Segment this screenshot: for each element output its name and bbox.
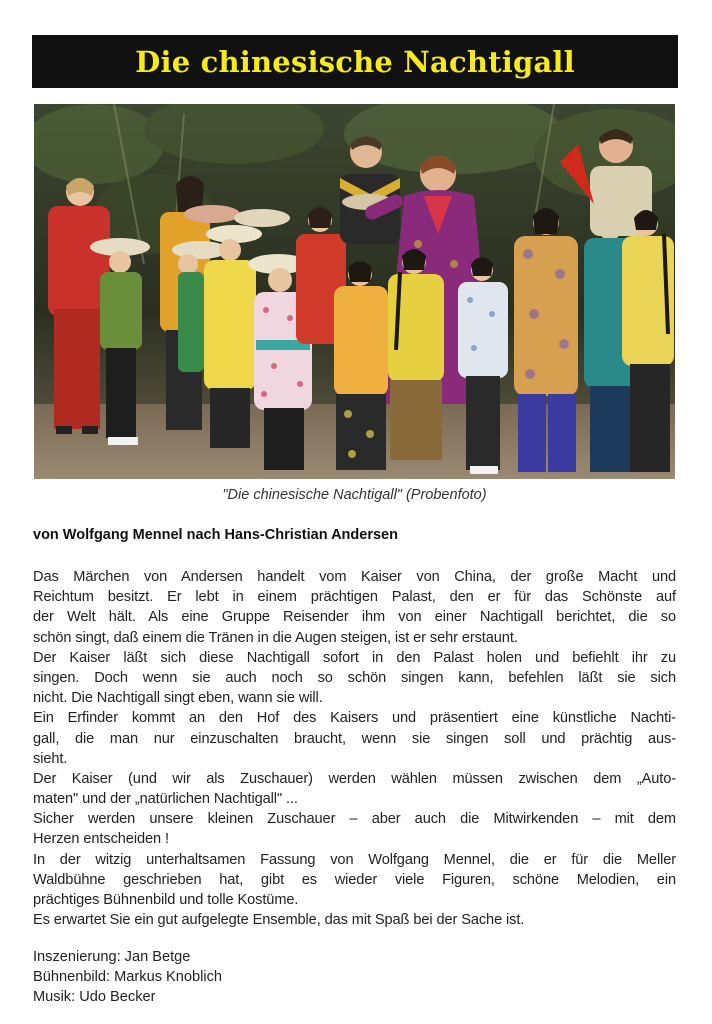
title-banner: [32, 35, 678, 88]
body-line: Der Kaiser (und wir als Zuschauer) werden wählen müssen zwischen dem „Auto-: [33, 770, 676, 787]
body-line: nicht. Die Nachtigall singt eben, wann sie will.: [33, 690, 323, 707]
body-line: singen. Doch wenn sie auch noch so schön singen kann, befehlen läßt sie sich: [33, 669, 676, 686]
credit-music: Musik: Udo Becker: [33, 989, 156, 1006]
credit-stage-design: Bühnenbild: Markus Knoblich: [33, 969, 223, 986]
credit-direction: Inszenierung: Jan Betge: [33, 949, 191, 965]
body-line: In der witzig unterhaltsamen Fassung von Wolfgang Mennel, die er für die Meller: [33, 851, 676, 868]
body-line: prächtiges Bühnenbild und tolle Kostüme.: [33, 892, 299, 908]
body-line: Ein Erfinder kommt an den Hof des Kaisers und präsentiert eine künstliche Nachti-: [33, 710, 676, 727]
body-line: Sicher werden unsere kleinen Zuschauer – aber auch die Mitwirkenden – mit dem: [33, 811, 676, 828]
body-line: Waldbühne geschrieben hat, gibt es wieder viele Figuren, schöne Melodien, ein: [33, 871, 676, 888]
photo-caption: "Die chinesische Nachtigall" (Probenfoto): [222, 487, 487, 503]
body-text: [33, 567, 676, 930]
body-line: sieht.: [33, 750, 68, 767]
body-line: Reichtum besitzt. Er lebt in einem prächtigen Palast, den er für das Schönste auf: [33, 589, 676, 606]
body-line: Herzen entscheiden !: [33, 831, 169, 848]
rehearsal-photo: [34, 104, 675, 479]
byline: von Wolfgang Mennel nach Hans-Christian Andersen: [33, 527, 398, 543]
body-line: der Welt hält. Als eine Gruppe Reisender ihm von einer Nachtigall berichtet, die so: [33, 609, 676, 626]
body-line: schön singt, daß einem die Tränen in die Augen steigen, ist er sehr erstaunt.: [33, 629, 518, 646]
body-line: Es erwartet Sie ein gut aufgelegte Ensemble, das mit Spaß bei der Sache ist.: [33, 912, 525, 929]
credits: [33, 947, 222, 1008]
body-line: Der Kaiser läßt sich diese Nachtigall sofort in den Palast holen und befiehlt ihr zu: [33, 649, 676, 666]
body-line: Das Märchen von Andersen handelt vom Kaiser von China, der große Macht und: [33, 569, 676, 585]
body-line: maten" und der „natürlichen Nachtigall" ...: [33, 791, 298, 808]
page-title: Die chinesische Nachtigall: [135, 44, 575, 79]
body-line: gall, die man nur einzuschalten braucht, wenn sie singen soll und prächtig aus-: [33, 730, 676, 747]
rehearsal-photo-illustration: [34, 104, 675, 479]
